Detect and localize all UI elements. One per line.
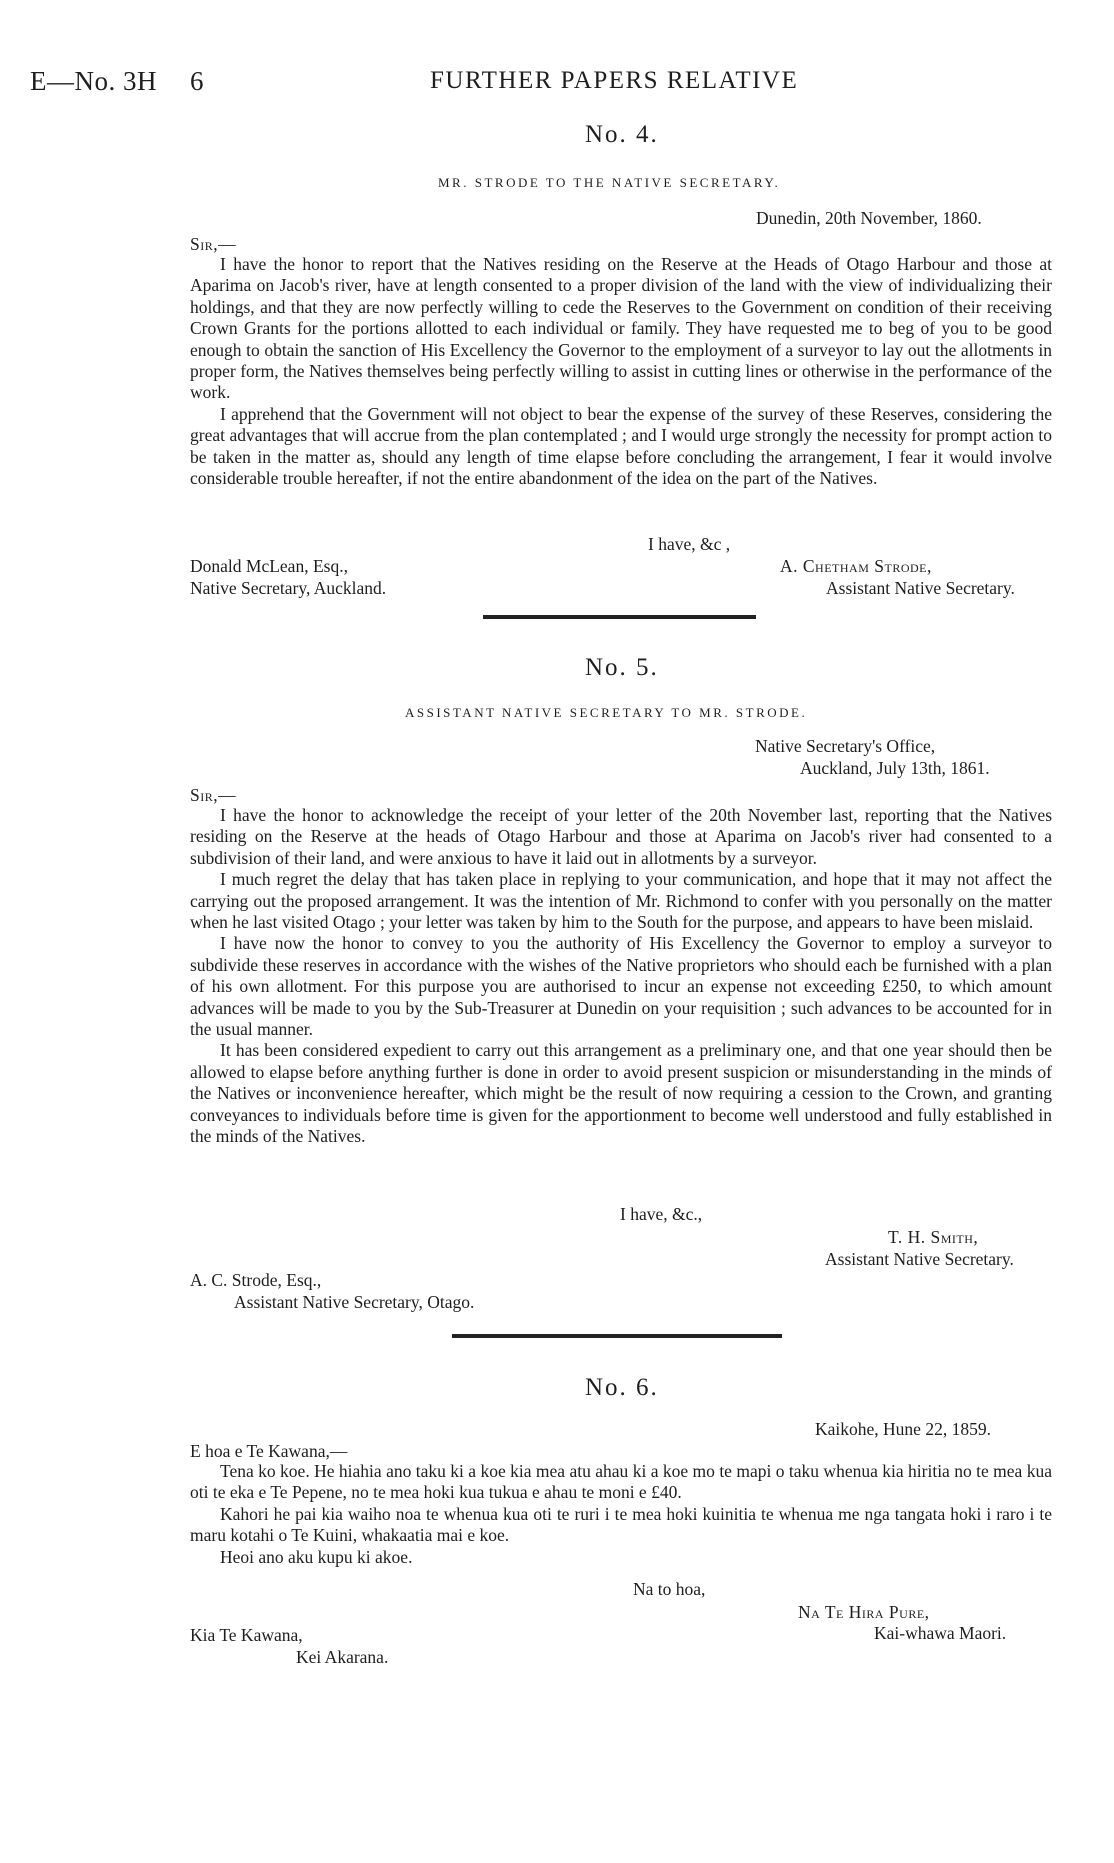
paragraph: Tena ko koe. He hiahia ano taku ki a koe kia mea atu ahau ki a koe mo te mapi o taku whenua kia hiritia no te mea kua oti te eka e Te Pepene, no te mea hoki kua tukua e ahau te moni e £40. xyxy=(190,1461,1052,1503)
letter-body xyxy=(190,1461,1052,1568)
paragraph: I apprehend that the Government will not object to bear the expense of the survey of these Reserves, considering the great advantages that will accrue from the plan contemplated ; and I would urge strongly the necessity for prompt action to be taken in the matter as, should any length of time elapse before concluding the arrangement, I fear it would involve considerable trouble hereafter, if not the entire abandonment of the idea on the part of the Natives. xyxy=(190,403,1052,489)
letter-body xyxy=(190,254,1052,489)
closing: Na to hoa, xyxy=(633,1579,706,1599)
paragraph: Heoi ano aku kupu ki akoe. xyxy=(220,1546,413,1567)
signature-title: Assistant Native Secretary. xyxy=(825,1249,1014,1269)
signature-name: T. H. Smith, xyxy=(888,1227,979,1247)
page-number: 6 xyxy=(190,66,204,96)
signature-title: Kai-whawa Maori. xyxy=(874,1623,1007,1643)
document-reference: E—No. 3H xyxy=(30,66,157,96)
addressee-name: Kia Te Kawana, xyxy=(190,1625,303,1645)
date: Auckland, July 13th, 1861. xyxy=(800,758,990,778)
signature-name: A. Chetham Strode, xyxy=(780,556,932,576)
letter-body xyxy=(190,805,1052,1148)
salutation: E hoa e Te Kawana,— xyxy=(190,1441,348,1461)
letter-number: No. 6. xyxy=(585,1374,659,1401)
letter-heading: ASSISTANT NATIVE SECRETARY TO MR. STRODE. xyxy=(405,705,808,720)
signature-name: Na Te Hira Pure, xyxy=(798,1602,930,1622)
paragraph: I have now the honor to convey to you the authority of His Excellency the Governor to employ a surveyor to subdivide these reserves in accordance with the wishes of the Native proprietors who should each be furnished with a plan of his own allotment. For this purpose you are authorised to incur an expense not exceeding £250, to which amount advances will be made to you by the Sub-Treasurer at Dunedin on your requisition ; such advances to be accounted for in the usual manner. xyxy=(190,933,1052,1040)
closing: I have, &c., xyxy=(620,1204,703,1224)
place-date: Dunedin, 20th November, 1860. xyxy=(756,208,982,228)
addressee-name: Donald McLean, Esq., xyxy=(190,556,348,576)
page-title: FURTHER PAPERS RELATIVE xyxy=(430,67,799,94)
signature-title: Assistant Native Secretary. xyxy=(826,578,1015,598)
paragraph: Kahori he pai kia waiho noa te whenua kua oti te ruri i te mea hoki kuinitia te whenua me nga tangata hoki i raro i te maru kotahi o Te Kuini, whakaatia mai e koe. xyxy=(190,1503,1052,1546)
closing: I have, &c , xyxy=(648,534,731,554)
place-date: Kaikohe, Hune 22, 1859. xyxy=(815,1419,991,1439)
section-divider xyxy=(483,615,756,619)
place: Native Secretary's Office, xyxy=(755,736,936,756)
paragraph: I have the honor to acknowledge the receipt of your letter of the 20th November last, reporting that the Natives residing on the Reserve at the heads of Otago Harbour and those at Aparima on Jacob's river had consented to a subdivision of their land, and were anxious to have it laid out in allotments by a surveyor. xyxy=(190,805,1052,868)
paragraph: I have the honor to report that the Natives residing on the Reserve at the Heads of Otago Harbour and those at Aparima on Jacob's river, have at length consented to a proper division of the land with the view of individualizing their holdings, and that they are now perfectly willing to cede the Reserves to the Government on condition of their receiving Crown Grants for the portions allotted to each individual or family. They have requested me to beg of you to be good enough to obtain the sanction of His Excellency the Governor to the employment of a surveyor to lay out the allotments in proper form, the Natives themselves being perfectly willing to assist in cutting lines or otherwise in the performance of the work. xyxy=(190,254,1052,403)
addressee-location: Kei Akarana. xyxy=(296,1647,389,1667)
letter-number: No. 5. xyxy=(585,654,659,681)
addressee-name: A. C. Strode, Esq., xyxy=(190,1270,322,1290)
salutation: Sir,— xyxy=(190,785,237,805)
paragraph: It has been considered expedient to carry out this arrangement as a preliminary one, and that one year should then be allowed to elapse before anything further is done in order to avoid present suspicion or misunderstanding in the minds of the Natives or inconvenience hereafter, which might be the result of now requiring a cession to the Crown, and granting conveyances to individuals before time is given for the apportionment to become well understood and fully established in the minds of the Natives. xyxy=(190,1040,1052,1147)
salutation: Sir,— xyxy=(190,234,237,254)
section-divider xyxy=(452,1334,782,1338)
addressee-title: Native Secretary, Auckland. xyxy=(190,578,387,598)
addressee-title: Assistant Native Secretary, Otago. xyxy=(234,1292,475,1312)
paragraph: I much regret the delay that has taken place in replying to your communication, and hope that it may not affect the carrying out the proposed arrangement. It was the intention of Mr. Richmond to confer with you personally on the matter when he last visited Otago ; your letter was taken by him to the South for the purpose, and appears to have been mislaid. xyxy=(190,869,1052,933)
letter-heading: MR. STRODE TO THE NATIVE SECRETARY. xyxy=(438,175,781,190)
letter-number: No. 4. xyxy=(585,121,659,148)
